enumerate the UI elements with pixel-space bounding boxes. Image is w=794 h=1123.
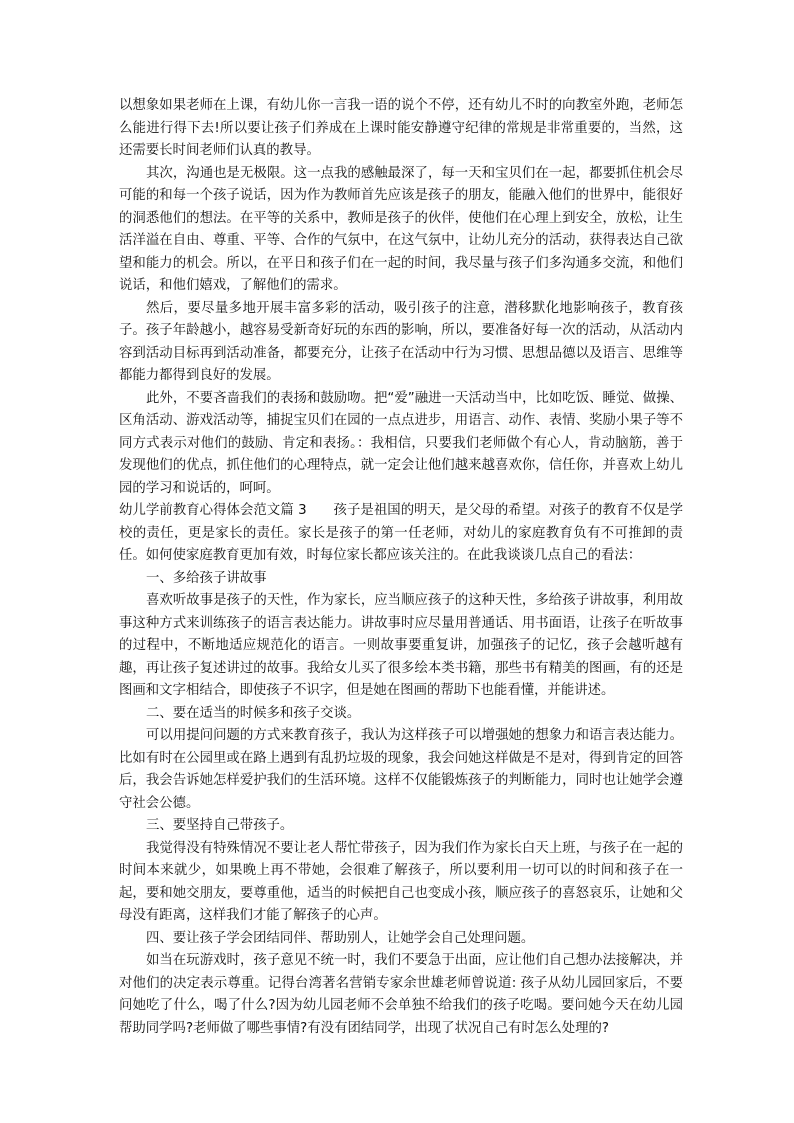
section-heading-1: 一、多给孩子讲故事 — [146, 570, 267, 586]
section-heading-2: 二、要在适当的时候多和孩子交谈。 — [146, 705, 361, 721]
essay-3-heading-paragraph: 幼儿学前教育心得体会范文篇 3 孩子是祖国的明天，是父母的希望。对孩子的教育不仅是学校的责任，更是家长的责任。家长是孩子的第一任老师，对幼儿的家庭教育负有不可推卸的责任。如何使家庭教育更加有效，时每位家长都应该关注的。在此我谈谈几点自己的看法： — [119, 503, 683, 563]
paragraph-praise: 此外，不要吝啬我们的表扬和鼓励吻。把“爱”融进一天活动当中，比如吃饭、睡觉、做操、区角活动、游戏活动等，捕捉宝贝们在园的一点点进步，用语言、动作、表情、奖励小果子等不同方式表示对他们的鼓励、肯定和表扬。：我相信，只要我们老师做个有心人，肯动脑筋，善于发现他们的优点，抓住他们的心理特点，就一定会让他们越来越喜欢你，信任你，并喜欢上幼儿园的学习和说话的，呵呵。 — [119, 390, 683, 496]
paragraph-cooperation: 如当在玩游戏时，孩子意见不统一时，我们不要急于出面，应让他们自己想办法接解决，并对他们的决定表示尊重。记得台湾著名营销专家余世雄老师曾说道: 孩子从幼儿园回家后，不要问她吃了什么，喝了什么?因为幼儿园老师不会单独不给我们的孩子吃喝。要问她今天在幼儿园帮助同学吗?老师做了哪些事情?有没有团结同学，出现了状况自己有时怎么处理的? — [119, 953, 683, 1036]
paragraph-storytelling: 喜欢听故事是孩子的天性，作为家长，应当顺应孩子的这种天性，多给孩子讲故事，利用故事这种方式来训练孩子的语言表达能力。讲故事时应尽量用普通话、用书面语，让孩子在听故事的过程中，不断地适应规范化的语言。一则故事要重复讲，加强孩子的记忆，孩子会越听越有趣，再让孩子复述讲过的故事。我给女儿买了很多绘本类书籍，那些书有精美的图画，有的还是图画和文字相结合，即使孩子不识字，但是她在图画的帮助下也能看懂，并能讲述。 — [119, 593, 683, 698]
paragraph-activities: 然后，要尽量多地开展丰富多彩的活动，吸引孩子的注意，潜移默化地影响孩子，教育孩子。孩子年龄越小，越容易受新奇好玩的东西的影响，所以，要准备好每一次的活动，从活动内容到活动目标再到活动准备，都要充分，让孩子在活动中行为习惯、思想品德以及语言、思维等都能力都得到良好的发展。 — [119, 300, 683, 383]
paragraph-continuation: 以想象如果老师在上课，有幼儿你一言我一语的说个不停，还有幼儿不时的向教室外跑，老师怎么能进行得下去!所以要让孩子们养成在上课时能安静遵守纪律的常规是非常重要的，当然，这还需要长时间老师们认真的教导。 — [119, 98, 683, 158]
section-heading-3: 三、要坚持自己带孩子。 — [146, 818, 294, 833]
document-body — [119, 95, 683, 1040]
paragraph-communication: 其次，沟通也是无极限。这一点我的感触最深了，每一天和宝贝们在一起，都要抓住机会尽可能的和每一个孩子说话，因为作为教师首先应该是孩子的朋友，能融入他们的世界中，能很好的洞悉他们的想法。在平等的关系中，教师是孩子的伙伴，使他们在心理上到安全，放松，让生活洋溢在自由、尊重、平等、合作的气氛中，在这气氛中，让幼儿充分的活动，获得表达自己欲望和能力的机会。所以，在平日和孩子们在一起的时间，我尽量与孩子们多沟通多交流，和他们说话，和他们嬉戏，了解他们的需求。 — [119, 165, 683, 293]
paragraph-self-care: 我觉得没有特殊情况不要让老人帮忙带孩子，因为我们作为家长白天上班，与孩子在一起的时间本来就少，如果晚上再不带她，会很难了解孩子，所以要利用一切可以的时间和孩子在一起，要和她交朋友，要尊重他，适当的时候把自己也变成小孩，顺应孩子的喜怒哀乐，让她和父母没有距离，这样我们才能了解孩子的心声。 — [119, 840, 683, 923]
section-heading-4: 四、要让孩子学会团结同伴、帮助别人，让她学会自己处理问题。 — [146, 930, 535, 946]
paragraph-conversation: 可以用提问问题的方式来教育孩子，我认为这样孩子可以增强她的想象力和语言表达能力。比如有时在公园里或在路上遇到有乱扔垃圾的现象，我会问她这样做是不是对，得到肯定的回答后，我会告诉她怎样爱护我们的生活环境。这样不仅能锻炼孩子的判断能力，同时也让她学会遵守社会公德。 — [119, 728, 683, 811]
